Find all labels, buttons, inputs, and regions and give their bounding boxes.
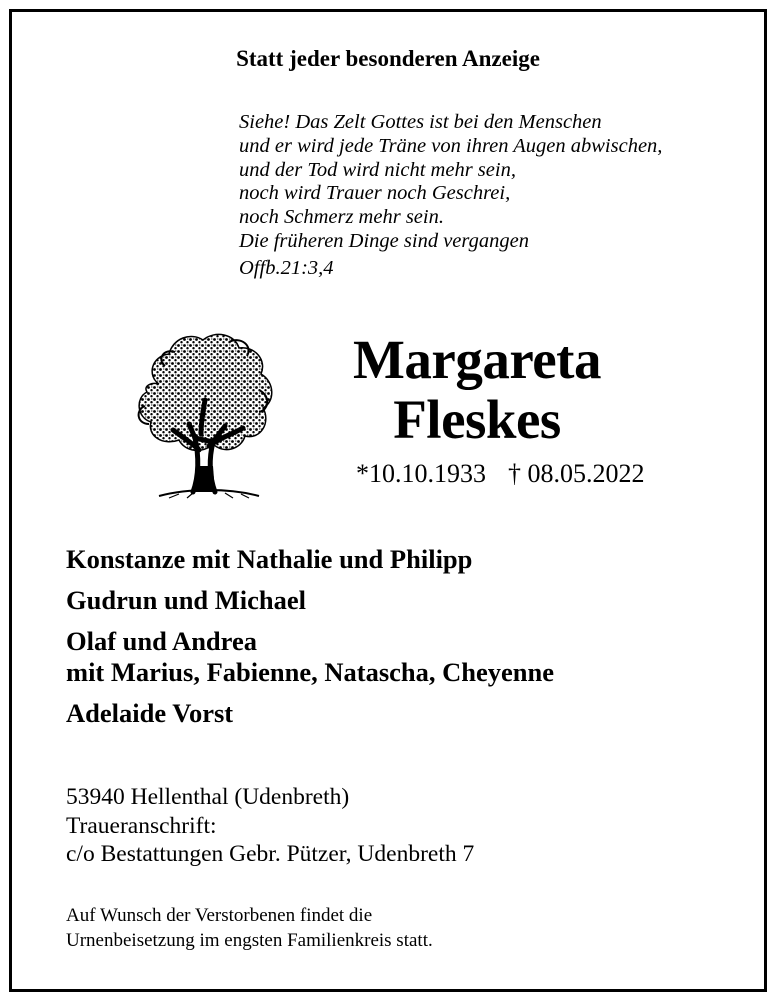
verse-reference: Offb.21:3,4 (239, 256, 334, 279)
mourner-line: mit Marius, Fabienne, Natascha, Cheyenne (66, 657, 555, 687)
mourner-line: Olaf und Andrea (66, 626, 257, 656)
verse-line: und der Tod wird nicht mehr sein, (239, 158, 516, 181)
note-line: Auf Wunsch der Verstorbenen findet die (66, 905, 373, 926)
address-line: 53940 Hellenthal (Udenbreth) (66, 784, 350, 810)
obituary-frame (9, 9, 767, 992)
bible-verse (239, 111, 662, 281)
deceased-first-name: Margareta (353, 329, 601, 390)
burial-note (66, 903, 433, 953)
birth-date: *10.10.1933 (356, 459, 486, 488)
life-dates (356, 459, 645, 489)
death-date: † 08.05.2022 (508, 459, 645, 488)
verse-line: noch Schmerz mehr sein. (239, 206, 444, 229)
verse-line: und er wird jede Träne von ihren Augen abwischen, (239, 134, 663, 157)
address-line: c/o Bestattungen Gebr. Pützer, Udenbreth 7 (66, 841, 475, 867)
mourner-line: Konstanze mit Nathalie und Philipp (66, 544, 473, 574)
note-line: Urnenbeisetzung im engsten Familienkreis statt. (66, 930, 433, 951)
mourner-line: Gudrun und Michael (66, 585, 307, 615)
deceased-last-name: Fleskes (393, 389, 561, 450)
tree-icon (129, 326, 279, 501)
header-notice: Statt jeder besonderen Anzeige (236, 46, 540, 71)
verse-line: Die früheren Dinge sind vergangen (239, 229, 529, 252)
mourning-address (66, 783, 474, 869)
verse-line: noch wird Trauer noch Geschrei, (239, 182, 511, 205)
verse-line: Siehe! Das Zelt Gottes ist bei den Menschen (239, 111, 602, 133)
mourner-line: Adelaide Vorst (66, 698, 234, 728)
address-label: Traueranschrift: (66, 812, 217, 839)
